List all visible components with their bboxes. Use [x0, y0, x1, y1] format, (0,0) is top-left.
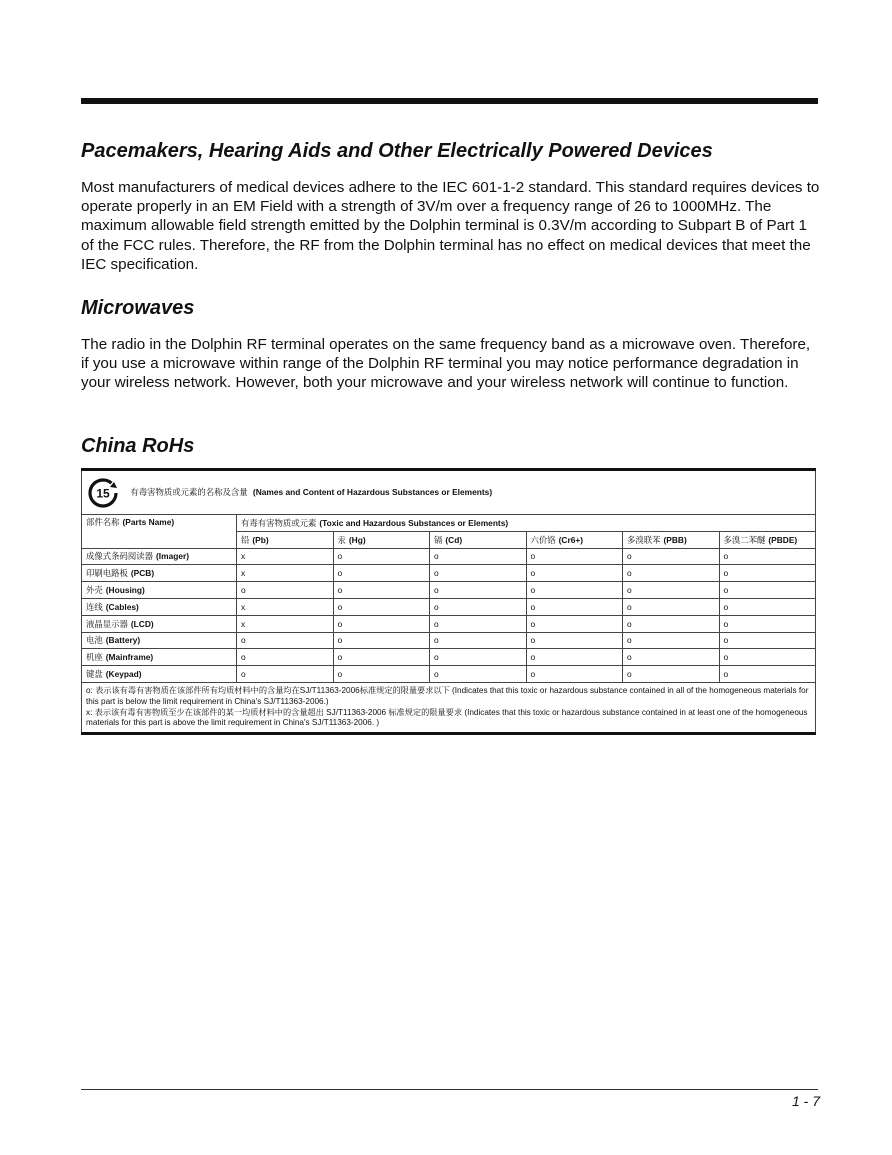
cell-cr6: o — [526, 598, 623, 615]
cell-pb: o — [237, 649, 334, 666]
header-row-1 — [82, 515, 816, 532]
cell-cd: o — [430, 548, 527, 565]
table-row — [82, 632, 816, 649]
table-title-row — [82, 470, 816, 515]
notes-row — [82, 682, 816, 733]
cell-cr6: o — [526, 649, 623, 666]
cell-cr6: o — [526, 632, 623, 649]
cell-cr6: o — [526, 565, 623, 582]
table-row — [82, 666, 816, 683]
table-title-cn: 有毒害物质或元素的名称及含量 — [130, 486, 248, 497]
cell-pbde: o — [719, 649, 816, 666]
cell-pb: x — [237, 598, 334, 615]
cell-pbb: o — [623, 649, 720, 666]
part-name: 连线 (Cables) — [82, 598, 237, 615]
table-row — [82, 548, 816, 565]
cell-pbb: o — [623, 598, 720, 615]
table-title-en: (Names and Content of Hazardous Substances or Elements) — [252, 486, 493, 497]
cell-hg: o — [333, 615, 430, 632]
footer-rule — [81, 1089, 818, 1090]
section-heading-china-rohs: China RoHs — [81, 435, 195, 457]
note-x: x: 表示该有毒有害物质至少在该部件的某一均质材料中的含量超出 SJ/T11363-2006 标准规定的限量要求 (Indicates that this toxic or hazardous substance contained in at least one of the homogeneous materials for this part is above the limit requirement in China's SJ/T11363-2006. ) — [86, 707, 808, 728]
page-number: 1 - 7 — [791, 1093, 820, 1109]
column-header-hg: 汞 (Hg) — [333, 531, 430, 548]
cell-cd: o — [430, 615, 527, 632]
cell-pbde: o — [719, 632, 816, 649]
cell-hg: o — [333, 582, 430, 599]
cell-cd: o — [430, 582, 527, 599]
part-name: 机座 (Mainframe) — [82, 649, 237, 666]
part-name: 外壳 (Housing) — [82, 582, 237, 599]
cell-pbb: o — [623, 666, 720, 683]
cell-pbde: o — [719, 615, 816, 632]
cell-hg: o — [333, 666, 430, 683]
cell-cr6: o — [526, 666, 623, 683]
logo-number: 15 — [96, 486, 110, 500]
part-name: 印刷电路板 (PCB) — [82, 565, 237, 582]
cell-hg: o — [333, 632, 430, 649]
rohs-15-logo-icon — [88, 478, 118, 508]
cell-pbde: o — [719, 582, 816, 599]
column-header-cr6: 六价铬 (Cr6+) — [526, 531, 623, 548]
cell-pbb: o — [623, 615, 720, 632]
cell-pb: x — [237, 615, 334, 632]
cell-pb: o — [237, 582, 334, 599]
table-row — [82, 615, 816, 632]
cell-pbb: o — [623, 565, 720, 582]
parts-name-header: 部件名称 (Parts Name) — [82, 515, 237, 549]
cell-pbde: o — [719, 548, 816, 565]
table-row — [82, 565, 816, 582]
paragraph-microwaves: The radio in the Dolphin RF terminal operates on the same frequency band as a microwave oven. Therefore, if you use a microwave within range of the Dolphin RF terminal you may notice performance degradation in your wireless network. However, both your microwave and your wireless network will continue to function. — [81, 336, 811, 392]
cell-cr6: o — [526, 548, 623, 565]
table-row — [82, 649, 816, 666]
cell-pb: o — [237, 632, 334, 649]
cell-hg: o — [333, 649, 430, 666]
cell-pb: x — [237, 565, 334, 582]
cell-pbb: o — [623, 582, 720, 599]
column-header-pbde: 多溴二苯醚 (PBDE) — [719, 531, 816, 548]
part-name: 电池 (Battery) — [82, 632, 237, 649]
cell-cd: o — [430, 565, 527, 582]
cell-pb: o — [237, 666, 334, 683]
cell-pbde: o — [719, 565, 816, 582]
column-header-pbb: 多溴联苯 (PBB) — [623, 531, 720, 548]
cell-pbb: o — [623, 548, 720, 565]
cell-pbde: o — [719, 666, 816, 683]
column-header-cd: 镉 (Cd) — [430, 531, 527, 548]
part-name: 键盘 (Keypad) — [82, 666, 237, 683]
paragraph-pacemakers: Most manufacturers of medical devices adhere to the IEC 601-1-2 standard. This standard requires devices to operate properly in an EM Field with a strength of 3V/m over a frequency range of 26 to 1000MHz. The maximum allowable field strength emitted by the Dolphin terminal is 0.3V/m according to Subpart B of Part 1 of the FCC rules. Therefore, the RF from the Dolphin terminal has no effect on medical devices that meet the IEC specification. — [81, 179, 820, 273]
cell-pb: x — [237, 548, 334, 565]
cell-hg: o — [333, 548, 430, 565]
cell-pbb: o — [623, 632, 720, 649]
table-row — [82, 598, 816, 615]
cell-pbde: o — [719, 598, 816, 615]
note-o: o: 表示该有毒有害物质在该部件所有均质材料中的含量均在SJ/T11363-2006标准规定的限量要求以下 (Indicates that this toxic or hazardous substance contained in all of the homogeneous materials for this part is below the limit requirement in China's SJ/T11363-2006.) — [86, 685, 809, 706]
table-row — [82, 582, 816, 599]
cell-hg: o — [333, 598, 430, 615]
cell-cr6: o — [526, 615, 623, 632]
toxic-substances-header: 有毒有害物质或元素 (Toxic and Hazardous Substances or Elements) — [237, 515, 816, 532]
top-rule — [81, 98, 818, 104]
cell-cr6: o — [526, 582, 623, 599]
section-heading-microwaves: Microwaves — [81, 297, 195, 319]
cell-cd: o — [430, 598, 527, 615]
part-name: 成像式条码阅读器 (Imager) — [82, 548, 237, 565]
cell-cd: o — [430, 632, 527, 649]
cell-hg: o — [333, 565, 430, 582]
cell-cd: o — [430, 649, 527, 666]
cell-cd: o — [430, 666, 527, 683]
column-header-pb: 铅 (Pb) — [237, 531, 334, 548]
rohs-table — [81, 468, 816, 735]
table-notes — [82, 682, 816, 733]
part-name: 液晶显示器 (LCD) — [82, 615, 237, 632]
section-heading-pacemakers: Pacemakers, Hearing Aids and Other Electrically Powered Devices — [81, 140, 713, 162]
